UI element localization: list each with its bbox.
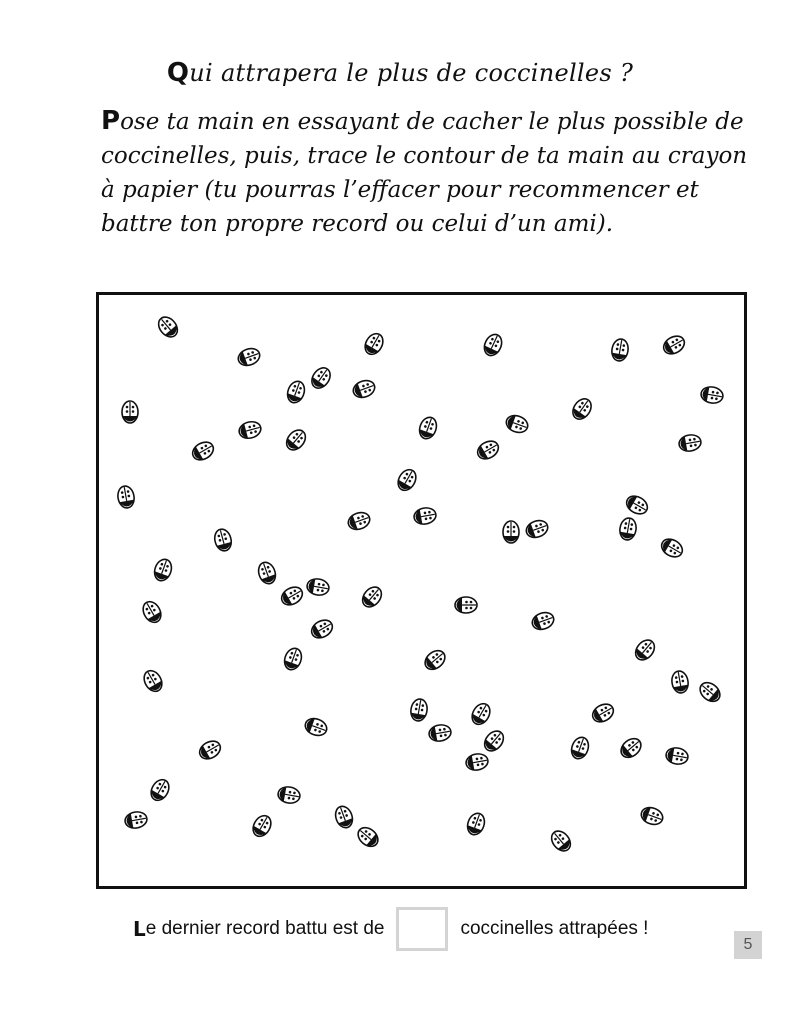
ladybug-icon (616, 733, 646, 762)
ladybug-icon (153, 312, 182, 342)
ladybug-icon (664, 745, 691, 767)
instruction-line-1: Pose ta main en essayant de cacher le plus possible de (101, 106, 744, 136)
ladybug-icon (146, 775, 174, 805)
ladybug-icon (331, 803, 356, 832)
ladybug-icon (150, 556, 175, 585)
ladybug-icon (609, 337, 631, 364)
ladybug-icon (138, 597, 166, 627)
ladybug-icon (420, 645, 450, 674)
ladybug-icon (617, 516, 639, 543)
ladybug-icon (695, 677, 725, 706)
instruction-line-4: battre ton propre record ou celui d’un ami). (101, 211, 614, 237)
ladybug-icon (115, 484, 137, 511)
ladybug-icon (276, 784, 303, 806)
instructions-paragraph (101, 104, 751, 241)
ladybug-icon (638, 803, 667, 828)
ladybug-icon (305, 576, 332, 598)
ladybug-icon (408, 697, 430, 724)
ladybug-icon (248, 811, 276, 841)
ladybug-icon (283, 378, 308, 407)
record-line (133, 906, 648, 952)
ladybug-icon (415, 414, 440, 443)
ladybug-icon (657, 534, 687, 562)
ladybug-icon (699, 384, 726, 406)
ladybug-icon (302, 714, 331, 739)
ladybug-icon (412, 505, 439, 527)
record-input-box[interactable] (396, 907, 448, 951)
ladybug-icon (427, 722, 454, 744)
ladybug-icon (659, 331, 689, 359)
ladybug-icon (467, 699, 495, 729)
ladybug-icon (567, 734, 592, 763)
ladybug-icon (568, 394, 597, 424)
ladybug-icon (503, 411, 532, 436)
ladybug-icon (353, 822, 383, 851)
footer-text-after: coccinelles attrapées ! (460, 918, 649, 939)
ladybug-icon (622, 491, 652, 519)
instructions-drop-cap: P (101, 106, 121, 136)
ladybug-icon (211, 526, 235, 554)
ladybug-icon (345, 508, 374, 533)
footer-drop-cap: L (133, 917, 146, 941)
ladybug-icon (280, 645, 305, 674)
ladybug-icon (350, 376, 379, 401)
ladybug-icon (121, 400, 139, 424)
ladybug-icon (281, 425, 310, 455)
ladybug-icon (546, 826, 575, 856)
ladybug-icon (357, 582, 386, 612)
ladybug-icon (677, 432, 704, 454)
ladybug-icon (502, 520, 520, 544)
ladybug-icon (523, 516, 552, 541)
ladybug-icon (669, 669, 691, 696)
ladybug-icon (307, 615, 337, 643)
instruction-line-3: à papier (tu pourras l’effacer pour recommencer et (101, 177, 699, 203)
ladybug-icon (360, 329, 388, 359)
ladybug-icon (307, 363, 336, 393)
ladybug-icon (236, 418, 264, 442)
ladybug-icon (480, 330, 506, 359)
ladybug-icon (188, 437, 218, 465)
ladybug-icon (464, 751, 491, 773)
footer-text-before: e dernier record battu est de (145, 918, 385, 939)
ladybug-icon (630, 635, 659, 665)
title-drop-cap: Q (166, 58, 190, 88)
page-title (0, 58, 800, 88)
title-text: ui attrapera le plus de coccinelles ? (189, 59, 634, 87)
ladybug-icon (139, 666, 167, 696)
instruction-line-2: coccinelles, puis, trace le contour de ta main au crayon (101, 143, 748, 169)
ladybug-icon (463, 810, 488, 839)
ladybug-icon (235, 344, 264, 369)
ladybug-board[interactable] (96, 292, 747, 889)
ladybug-icon (529, 608, 558, 633)
ladybug-icon (277, 582, 307, 610)
ladybug-icon (195, 736, 225, 764)
ladybug-icon (454, 596, 478, 614)
ladybug-icon (588, 699, 618, 727)
ladybug-icon (473, 436, 503, 464)
ladybug-icon (254, 559, 279, 588)
page-number: 5 (734, 931, 762, 959)
ladybug-icon (123, 809, 150, 831)
ladybug-icon (393, 465, 421, 495)
